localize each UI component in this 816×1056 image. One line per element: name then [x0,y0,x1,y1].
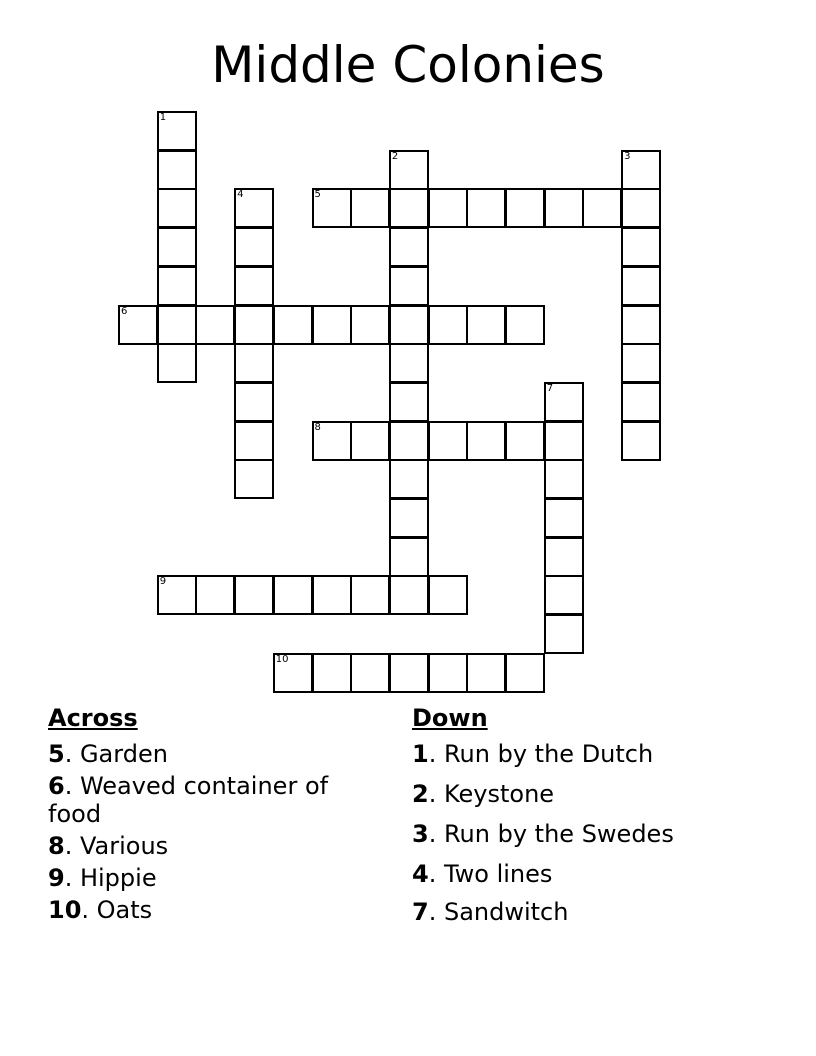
crossword-cell[interactable] [621,227,661,267]
crossword-cell[interactable] [273,653,313,693]
crossword-cell[interactable] [544,382,584,422]
cell-number: 8 [314,421,321,433]
page-title: Middle Colonies [211,36,605,94]
crossword-cell[interactable] [234,421,274,461]
crossword-cell[interactable] [157,188,197,228]
down-clue [412,820,772,848]
crossword-cell[interactable] [389,305,429,345]
clue-text: . Run by the Dutch [428,740,654,768]
crossword-cell[interactable] [389,150,429,190]
crossword-cell[interactable] [234,266,274,306]
down-heading: Down [412,704,488,732]
crossword-cell[interactable] [428,305,468,345]
crossword-cell[interactable] [544,188,584,228]
crossword-cell[interactable] [389,421,429,461]
crossword-cell[interactable] [389,382,429,422]
crossword-cell[interactable] [544,614,584,654]
crossword-cell[interactable] [350,188,390,228]
clue-text: . Garden [64,740,168,768]
crossword-cell[interactable] [157,266,197,306]
crossword-cell[interactable] [389,188,429,228]
crossword-cell[interactable] [544,421,584,461]
crossword-cell[interactable] [234,459,274,499]
across-clue [48,896,378,924]
crossword-cell[interactable] [234,575,274,615]
crossword-cell[interactable] [312,575,352,615]
clue-text: . Hippie [64,864,157,892]
crossword-cell[interactable] [389,343,429,383]
crossword-cell[interactable] [389,653,429,693]
crossword-cell[interactable] [466,653,506,693]
crossword-cell[interactable] [157,575,197,615]
crossword-cell[interactable] [389,575,429,615]
crossword-cell[interactable] [157,150,197,190]
clue-number: 1 [412,740,429,768]
crossword-cell[interactable] [466,188,506,228]
crossword-cell[interactable] [466,421,506,461]
crossword-cell[interactable] [505,305,545,345]
crossword-cell[interactable] [157,227,197,267]
down-clue [412,898,772,926]
crossword-cell[interactable] [234,343,274,383]
cell-number: 1 [159,112,167,123]
cell-number: 2 [391,150,399,162]
clue-text: . Weaved container of food [48,772,329,828]
crossword-cell[interactable] [428,653,468,693]
crossword-cell[interactable] [428,188,468,228]
crossword-cell[interactable] [350,653,390,693]
down-clues [412,700,772,926]
clue-number: 4 [412,860,429,888]
clue-number: 3 [412,820,429,848]
cell-number: 6 [121,305,128,317]
across-clues [48,700,378,924]
crossword-cell[interactable] [621,421,661,461]
crossword-cell[interactable] [350,421,390,461]
crossword-cell[interactable] [389,227,429,267]
crossword-cell[interactable] [621,150,661,190]
cell-number: 3 [624,150,631,162]
crossword-cell[interactable] [273,305,313,345]
clue-text: . Run by the Swedes [428,820,674,848]
cell-number: 9 [159,576,167,588]
crossword-cell[interactable] [157,111,197,151]
crossword-cell[interactable] [505,188,545,228]
crossword-cell[interactable] [157,343,197,383]
clue-number: 6 [48,772,65,800]
crossword-cell[interactable] [505,421,545,461]
crossword-cell[interactable] [389,498,429,538]
clue-text: . Keystone [428,780,555,808]
down-clue [412,780,772,808]
cell-number: 7 [546,382,554,394]
crossword-cell[interactable] [312,188,352,228]
down-clue [412,860,772,888]
cell-number: 10 [275,653,289,665]
crossword-cell[interactable] [234,382,274,422]
crossword-cell[interactable] [273,575,313,615]
crossword-cell[interactable] [582,188,622,228]
crossword-cell[interactable] [118,305,158,345]
crossword-cell[interactable] [544,575,584,615]
crossword-cell[interactable] [234,188,274,228]
down-clue [412,740,772,768]
crossword-cell[interactable] [505,653,545,693]
crossword-cell[interactable] [234,227,274,267]
clue-text: . Sandwitch [428,898,569,926]
clue-text: . Various [64,832,169,860]
clue-number: 7 [412,898,429,926]
crossword-cell[interactable] [195,305,235,345]
clue-number: 8 [48,832,65,860]
crossword-cell[interactable] [389,537,429,577]
crossword-cell[interactable] [544,459,584,499]
crossword-cell[interactable] [234,305,274,345]
across-heading: Across [48,704,138,732]
crossword-cell[interactable] [350,575,390,615]
crossword-cell[interactable] [312,421,352,461]
crossword-cell[interactable] [621,382,661,422]
clue-text: . Oats [81,896,153,924]
crossword-cell[interactable] [389,266,429,306]
clue-number: 2 [412,780,429,808]
crossword-cell[interactable] [312,653,352,693]
crossword-cell[interactable] [544,498,584,538]
across-clue [48,772,378,828]
clue-number: 5 [48,740,65,768]
cell-number: 4 [237,189,244,201]
crossword-cell[interactable] [312,305,352,345]
crossword-cell[interactable] [389,459,429,499]
crossword-cell[interactable] [621,305,661,345]
crossword-cell[interactable] [621,266,661,306]
crossword-cell[interactable] [621,343,661,383]
crossword-cell[interactable] [544,537,584,577]
clue-number: 9 [48,864,65,892]
crossword-cell[interactable] [428,575,468,615]
across-clue [48,864,378,892]
across-clue [48,832,378,860]
crossword-cell[interactable] [621,188,661,228]
clue-text: . Two lines [428,860,553,888]
crossword-cell[interactable] [195,575,235,615]
crossword-cell[interactable] [350,305,390,345]
crossword-cell[interactable] [428,421,468,461]
cell-number: 5 [314,189,321,201]
crossword-cell[interactable] [466,305,506,345]
clue-number: 10 [48,896,82,924]
crossword-cell[interactable] [157,305,197,345]
across-clue [48,740,378,768]
